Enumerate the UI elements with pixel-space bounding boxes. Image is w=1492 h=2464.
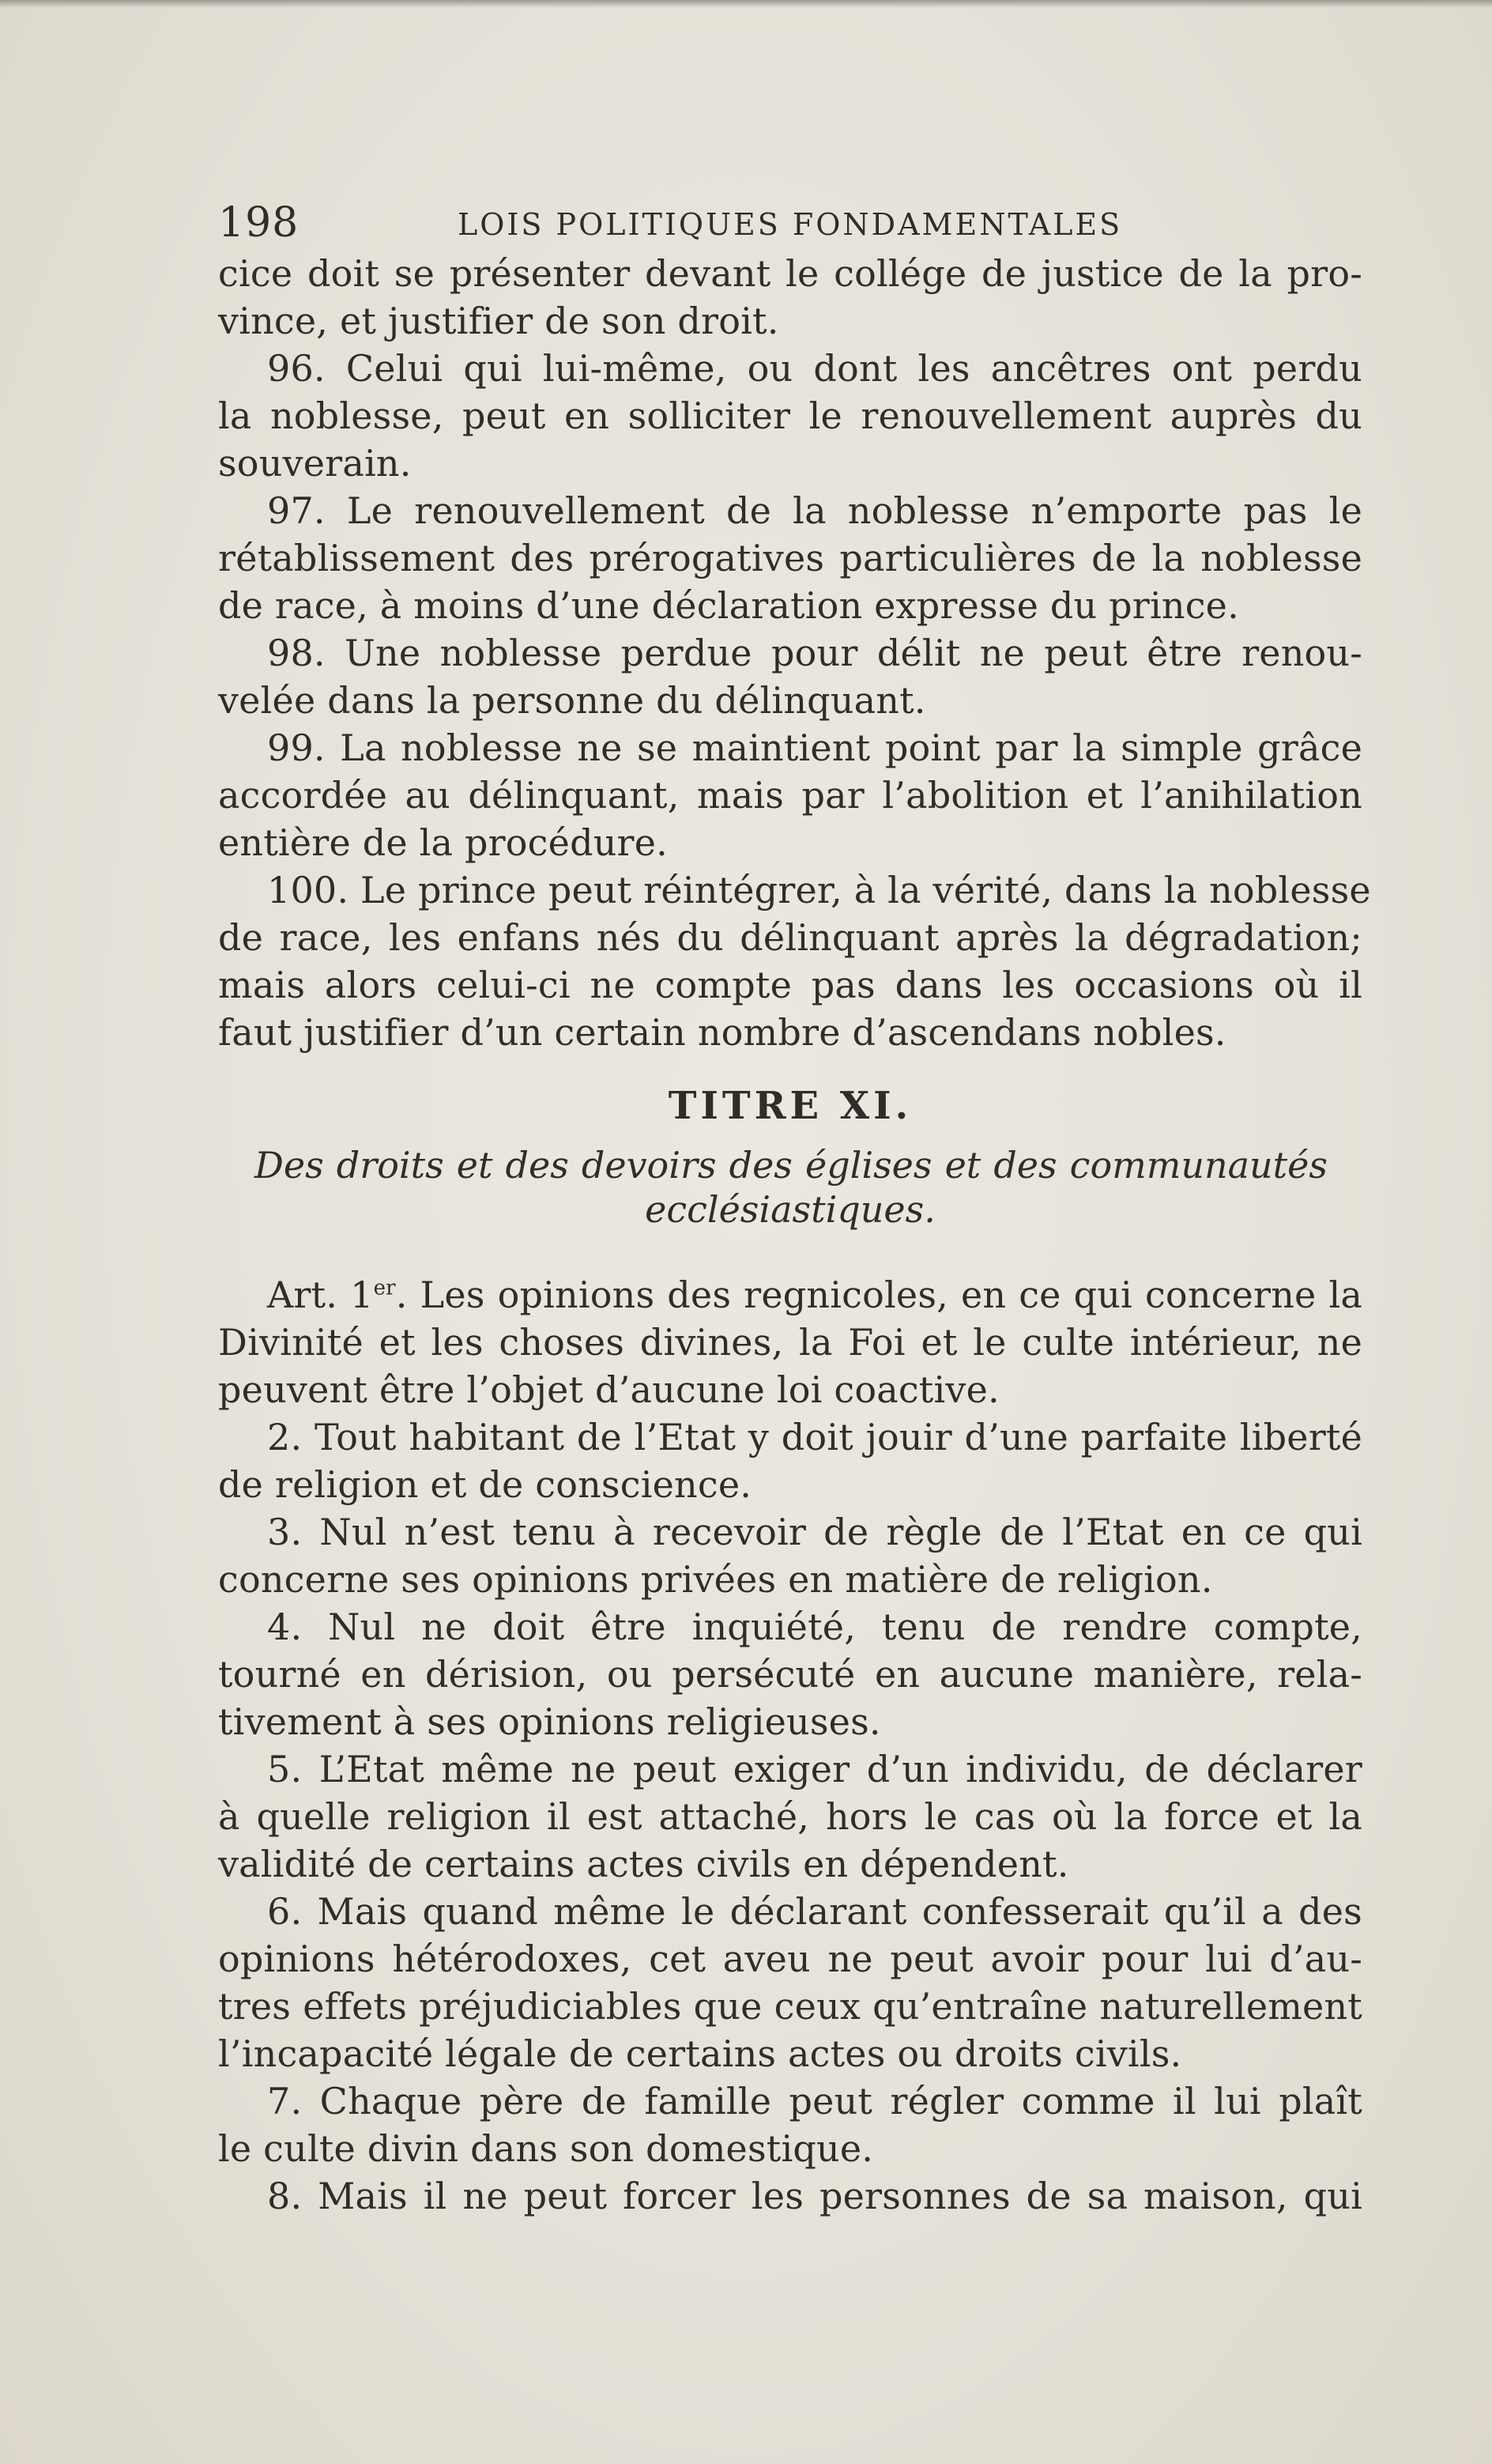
text-line: 8. Mais il ne peut forcer les personnes de sa maison, qui bbox=[267, 2175, 1362, 2217]
text-line: cice doit se présenter devant le collége de justice de la pro- bbox=[218, 252, 1362, 295]
text-line: de religion et de conscience. bbox=[218, 1463, 752, 1506]
article-prefix: Art. 1 bbox=[267, 1274, 374, 1316]
page-number: 198 bbox=[218, 199, 300, 247]
text-line: tres effets préjudiciables que ceux qu’entraîne naturellement bbox=[218, 1985, 1362, 2028]
text-line: 2. Tout habitant de l’Etat y doit jouir d’une parfaite liberté bbox=[267, 1416, 1362, 1458]
text-line: souverain. bbox=[218, 442, 412, 485]
text-line: 5. L’Etat même ne peut exiger d’un individu, de déclarer bbox=[267, 1748, 1362, 1790]
text-line: opinions hétérodoxes, cet aveu ne peut avoir pour lui d’au- bbox=[218, 1938, 1362, 1980]
section-spacer bbox=[218, 1232, 1362, 1271]
text-line: de race, les enfans nés du délinquant après la dégradation; bbox=[218, 916, 1362, 959]
text-line: velée dans la personne du délinquant. bbox=[218, 679, 926, 722]
text-line: le culte divin dans son domestique. bbox=[218, 2127, 874, 2170]
text-line: concerne ses opinions privées en matière de religion. bbox=[218, 1558, 1213, 1601]
article-superscript: er bbox=[373, 1276, 396, 1300]
page-body bbox=[218, 250, 1371, 2220]
article-first-line-text: . Les opinions des regnicoles, en ce qui concerne la bbox=[395, 1274, 1362, 1316]
text-line: 4. Nul ne doit être inquiété, tenu de rendre compte, bbox=[267, 1606, 1362, 1648]
text-line: tivement à ses opinions religieuses. bbox=[218, 1700, 881, 1743]
text-line: vince, et justifier de son droit. bbox=[218, 300, 779, 342]
text-line: 3. Nul n’est tenu à recevoir de règle de l’Etat en ce qui bbox=[267, 1511, 1362, 1553]
page-top-edge bbox=[0, 0, 1492, 8]
section-subtitle: Des droits et des devoirs des églises et des communautés bbox=[254, 1144, 1328, 1187]
text-line: validité de certains actes civils en dépendent. bbox=[218, 1843, 1069, 1885]
text-line: mais alors celui-ci ne compte pas dans les occasions où il bbox=[218, 964, 1362, 1006]
text-line: rétablissement des prérogatives particulières de la noblesse bbox=[218, 537, 1362, 579]
text-line: entière de la procédure. bbox=[218, 821, 668, 864]
text-line: Divinité et les choses divines, la Foi et le culte intérieur, ne bbox=[218, 1321, 1362, 1364]
text-line: tourné en dérision, ou persécuté en aucune manière, rela- bbox=[218, 1653, 1362, 1696]
text-line: 96. Celui qui lui-même, ou dont les ancêtres ont perdu bbox=[267, 347, 1362, 390]
article-first-line bbox=[218, 1271, 1362, 1319]
text-line: faut justifier d’un certain nombre d’ascendans nobles. bbox=[218, 1011, 1226, 1054]
text-line: accordée au délinquant, mais par l’abolition et l’anihilation bbox=[218, 774, 1362, 817]
running-head bbox=[218, 199, 1364, 247]
text-line: de race, à moins d’une déclaration expresse du prince. bbox=[218, 584, 1239, 627]
text-line: la noblesse, peut en solliciter le renouvellement auprès du bbox=[218, 394, 1362, 437]
text-line: 7. Chaque père de famille peut régler comme il lui plaît bbox=[267, 2080, 1362, 2123]
text-line: l’incapacité légale de certains actes ou droits civils. bbox=[218, 2032, 1182, 2075]
text-line: 99. La noblesse ne se maintient point par la simple grâce bbox=[267, 726, 1362, 769]
text-line: 98. Une noblesse perdue pour délit ne peut être renou- bbox=[267, 632, 1362, 674]
section-subtitle: ecclésiastiques. bbox=[645, 1188, 936, 1231]
text-line: à quelle religion il est attaché, hors le cas où la force et la bbox=[218, 1795, 1362, 1838]
text-line: 100. Le prince peut réintégrer, à la vérité, dans la noblesse bbox=[267, 869, 1371, 911]
text-line: 6. Mais quand même le déclarant confesserait qu’il a des bbox=[267, 1890, 1362, 1933]
text-line: peuvent être l’objet d’aucune loi coactive. bbox=[218, 1368, 1000, 1411]
text-line: 97. Le renouvellement de la noblesse n’emporte pas le bbox=[267, 489, 1362, 532]
running-title: LOIS POLITIQUES FONDAMENTALES bbox=[458, 207, 1123, 242]
section-title: TITRE XI. bbox=[668, 1084, 913, 1128]
